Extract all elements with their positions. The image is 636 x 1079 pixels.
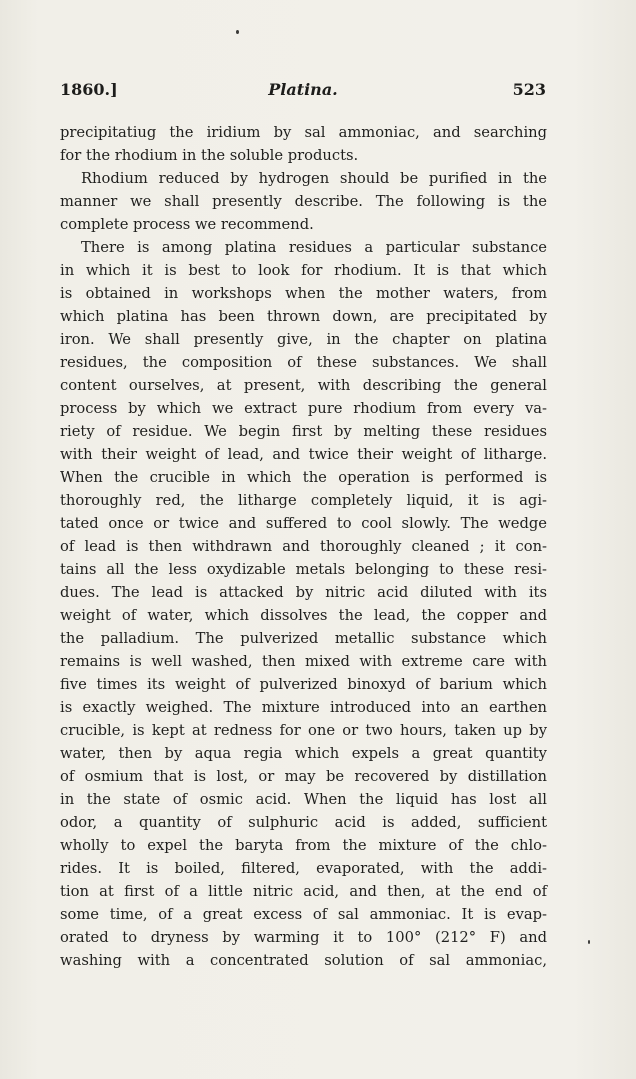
text-line: process by which we extract pure rhodium from every va-: [60, 400, 547, 417]
ink-speck-top: [236, 30, 239, 34]
ink-speck-right: [588, 940, 590, 944]
text-line: of osmium that is lost, or may be recovered by distillation: [60, 768, 547, 785]
text-line: rides. It is boiled, filtered, evaporated, with the addi-: [60, 860, 547, 877]
text-line: wholly to expel the baryta from the mixture of the chlo-: [60, 837, 547, 854]
text-line: thoroughly red, the litharge completely liquid, it is agi-: [60, 492, 547, 509]
text-line: with their weight of lead, and twice their weight of litharge.: [60, 446, 547, 463]
text-line: water, then by aqua regia which expels a great quantity: [60, 745, 547, 762]
text-line: for the rhodium in the soluble products.: [60, 147, 359, 164]
text-line: tains all the less oxydizable metals belonging to these resi-: [60, 561, 547, 578]
text-line: iron. We shall presently give, in the chapter on platina: [60, 331, 547, 348]
text-line: manner we shall presently describe. The following is the: [60, 193, 547, 210]
text-line: remains is well washed, then mixed with extreme care with: [60, 653, 547, 670]
text-line: weight of water, which dissolves the lead, the copper and: [60, 607, 547, 624]
text-line: five times its weight of pulverized binoxyd of barium which: [60, 676, 547, 693]
text-line: There is among platina residues a particular substance: [81, 239, 547, 256]
text-line: When the crucible in which the operation is performed is: [60, 469, 547, 486]
body-text: [60, 121, 547, 972]
text-line: odor, a quantity of sulphuric acid is added, sufficient: [60, 814, 547, 831]
page-number: 523: [512, 80, 546, 99]
text-line: crucible, is kept at redness for one or two hours, taken up by: [60, 722, 547, 739]
text-line: tion at first of a little nitric acid, and then, at the end of: [60, 883, 547, 900]
text-line: Rhodium reduced by hydrogen should be purified in the: [81, 170, 547, 187]
text-line: in which it is best to look for rhodium. It is that which: [60, 262, 547, 279]
text-line: of lead is then withdrawn and thoroughly cleaned ; it con-: [60, 538, 547, 555]
text-line: is exactly weighed. The mixture introduced into an earthen: [60, 699, 547, 716]
text-line: residues, the composition of these substances. We shall: [60, 354, 547, 371]
text-line: riety of residue. We begin first by melting these residues: [60, 423, 547, 440]
text-line: orated to dryness by warming it to 100° (212° F) and: [60, 929, 547, 946]
header-title: Platina.: [268, 80, 338, 99]
text-line: washing with a concentrated solution of sal ammoniac,: [60, 952, 547, 969]
text-line: the palladium. The pulverized metallic substance which: [60, 630, 547, 647]
text-line: tated once or twice and suffered to cool slowly. The wedge: [60, 515, 547, 532]
text-line: which platina has been thrown down, are precipitated by: [60, 308, 547, 325]
text-line: dues. The lead is attacked by nitric acid diluted with its: [60, 584, 547, 601]
text-line: precipitatiug the iridium by sal ammoniac, and searching: [60, 124, 547, 141]
text-line: is obtained in workshops when the mother waters, from: [60, 285, 547, 302]
text-line: in the state of osmic acid. When the liquid has lost all: [60, 791, 547, 808]
text-line: some time, of a great excess of sal ammoniac. It is evap-: [60, 906, 547, 923]
running-header: [60, 80, 546, 104]
text-line: complete process we recommend.: [60, 216, 314, 233]
text-line: content ourselves, at present, with describing the general: [60, 377, 547, 394]
header-year: 1860.]: [60, 80, 118, 99]
